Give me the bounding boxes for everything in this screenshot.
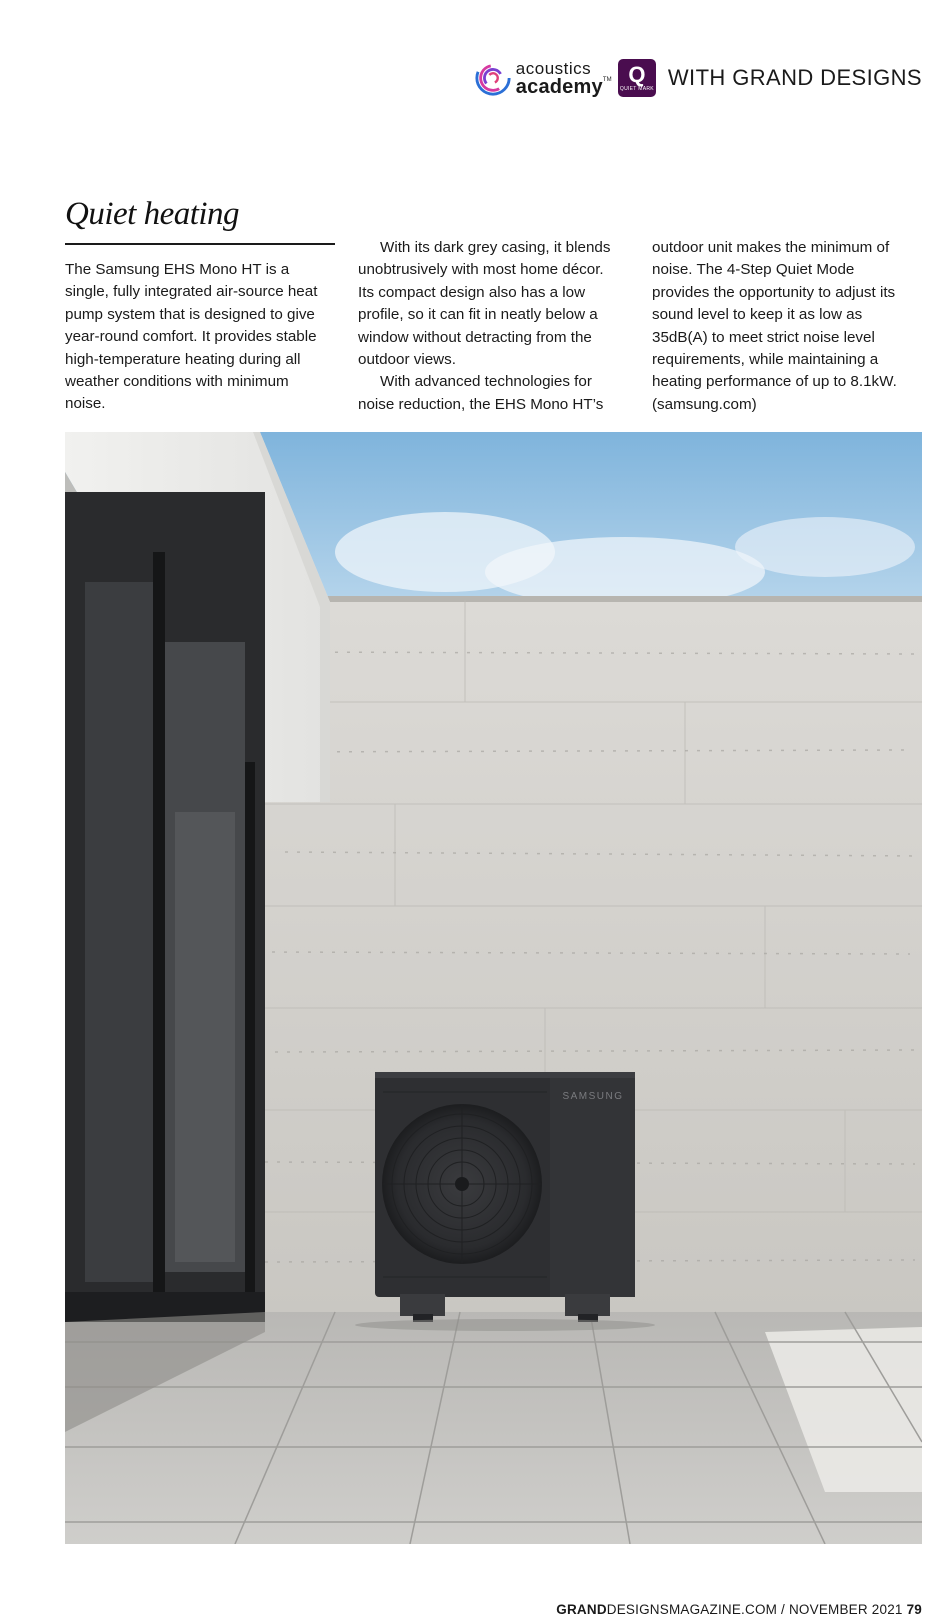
page-number: 79 bbox=[906, 1602, 922, 1617]
product-photo bbox=[65, 432, 922, 1544]
footer-issue: NOVEMBER 2021 bbox=[788, 1602, 903, 1617]
page-header bbox=[474, 58, 922, 98]
footer-site-bold: GRAND bbox=[556, 1602, 607, 1617]
quiet-mark-label: QUIET MARK bbox=[619, 86, 654, 92]
article-paragraph: With its dark grey casing, it blends unobtrusively with most home décor. Its compact design also has a low profile, so it can fit in neatly below a window without detracting from the outdoor views. bbox=[358, 239, 611, 369]
article-paragraph: outdoor unit makes the minimum of noise. The 4-Step Quiet Mode provides the opportunity to adjust its sound level to keep it as low as 35dB(A) to meet strict noise level requirements, while maintaining a heating performance of up to 8.1kW. (samsung.com) bbox=[652, 239, 897, 413]
article-column-2 bbox=[358, 237, 620, 416]
logo-tm: TM bbox=[602, 76, 612, 83]
footer-site: DESIGNSMAGAZINE.COM bbox=[606, 1602, 778, 1617]
section-title: Quiet heating bbox=[65, 196, 240, 232]
header-tagline: WITH GRAND DESIGNS bbox=[667, 65, 922, 90]
acoustics-academy-wordmark bbox=[516, 60, 612, 97]
article-column-1 bbox=[65, 259, 327, 416]
unit-brand-label: SAMSUNG bbox=[562, 1091, 624, 1102]
article-paragraph: The Samsung EHS Mono HT is a single, fully integrated air-source heat pump system that is designed to give year-round comfort. It provides stable high-temperature heating during all weather conditions with minimum noise. bbox=[65, 261, 318, 413]
acoustics-academy-swirl-icon bbox=[474, 59, 512, 97]
title-rule bbox=[65, 243, 335, 245]
heat-pump-scene bbox=[65, 432, 922, 1544]
logo-bottom-text: academy™ bbox=[515, 75, 612, 98]
article-paragraph: With advanced technologies for noise reduction, the EHS Mono HT’s bbox=[358, 373, 604, 413]
footer-separator: / bbox=[777, 1602, 789, 1617]
quiet-mark-letter: Q bbox=[628, 62, 646, 87]
quiet-mark-badge bbox=[618, 59, 656, 97]
acoustics-academy-logo bbox=[474, 58, 612, 98]
page-footer bbox=[556, 1602, 922, 1617]
logo-top-text: acoustics bbox=[515, 58, 592, 78]
heat-pump-unit bbox=[355, 1072, 655, 1331]
article-column-3 bbox=[652, 237, 914, 416]
